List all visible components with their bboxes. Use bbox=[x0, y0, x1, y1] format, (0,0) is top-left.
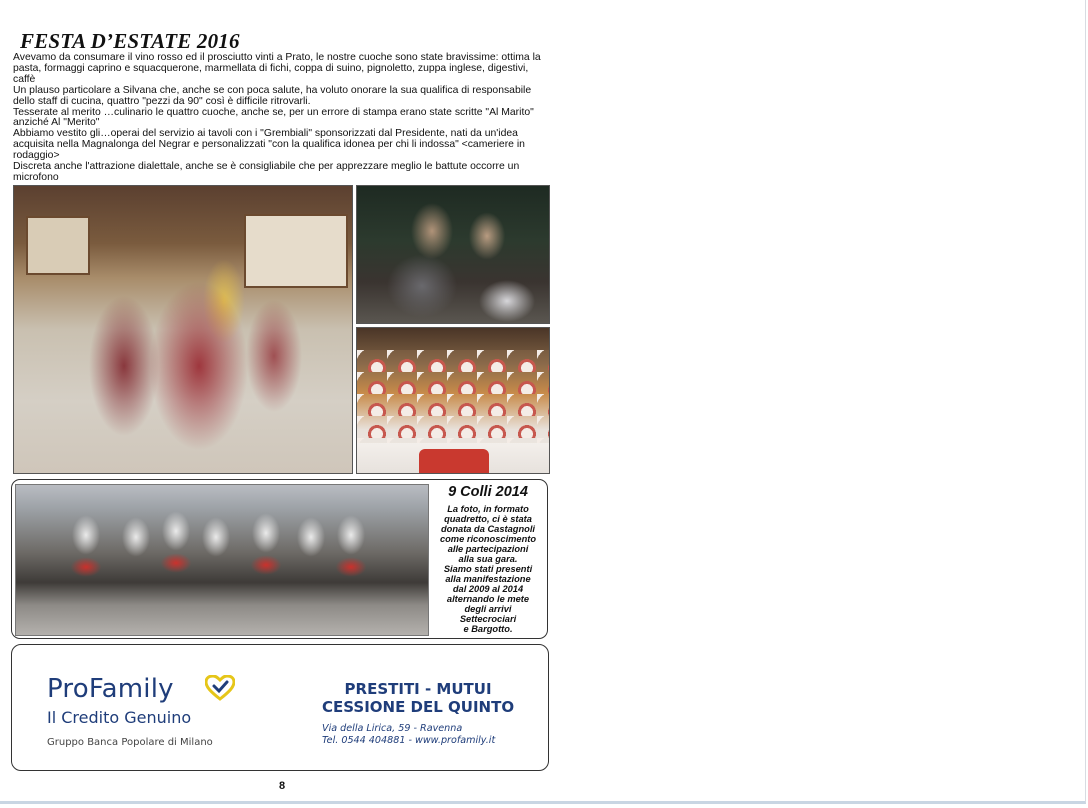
ad-tagline: Il Credito Genuino bbox=[47, 708, 192, 727]
article-body bbox=[13, 53, 553, 184]
caption-line: Siamo stati presenti bbox=[443, 564, 533, 574]
photo-plated-dishes bbox=[356, 327, 550, 474]
caption-line: quadretto, ci è stata bbox=[444, 514, 532, 524]
caption-line: alla manifestazione bbox=[445, 574, 531, 584]
ad-services-line: PRESTITI - MUTUI bbox=[344, 680, 492, 698]
caption-line: alle partecipazioni bbox=[447, 544, 529, 554]
article-paragraph: Tesserate al merito …culinario le quattro cuoche, anche se, per un errore di stampa erano state scritte "Al Marito" anziché Al "Merito" bbox=[13, 106, 534, 129]
nine-colli-title: 9 Colli 2014 bbox=[448, 484, 528, 500]
photo-evening-table bbox=[356, 185, 550, 324]
ad-address: Via della Lirica, 59 - Ravenna bbox=[322, 723, 463, 734]
caption-line: degli arrivi bbox=[464, 604, 512, 614]
photo-runners-group bbox=[15, 484, 429, 636]
ad-brand-name: ProFamily bbox=[47, 674, 174, 704]
caption-line: e Bargotto. bbox=[463, 624, 513, 634]
caption-line: alternando le mete bbox=[446, 594, 530, 604]
nine-colli-caption bbox=[432, 484, 544, 634]
ad-group-name: Gruppo Banca Popolare di Milano bbox=[47, 737, 213, 748]
article-paragraph: Discreta anche l'attrazione dialettale, anche se è consigliabile che per apprezzare meglio le battute occorre un microfono bbox=[13, 161, 520, 183]
article-paragraph: Un plauso particolare a Silvana che, anche se con poca salute, ha voluto onorare la sua qualifica di responsabile dello staff di cucina, quattro "pezzi da 90" così è difficile ritrovarli. bbox=[13, 84, 532, 107]
article-paragraph: Abbiamo vestito gli…operai del servizio ai tavoli con i "Grembiali" sponsorizzati dal Presidente, nati da un'idea acquisita nella Magnalonga del Negrar e personalizzati "con la qualifica idonea per chi li indossa" <cameriere in rodaggio> bbox=[13, 128, 525, 162]
ad-phone-web: Tel. 0544 404881 - www.profamily.it bbox=[322, 735, 496, 746]
caption-line: come riconoscimento bbox=[439, 534, 537, 544]
page-number: 8 bbox=[279, 780, 286, 792]
caption-line: dal 2009 al 2014 bbox=[452, 584, 524, 594]
nine-colli-text bbox=[432, 504, 544, 634]
caption-line: Settecrociari bbox=[459, 614, 517, 624]
ad-services-line: CESSIONE DEL QUINTO bbox=[322, 698, 515, 716]
ad-contact-block bbox=[322, 723, 495, 747]
heart-check-icon bbox=[205, 675, 235, 701]
article-title: FESTA D’ESTATE 2016 bbox=[20, 29, 240, 53]
ad-services bbox=[322, 680, 514, 716]
photo-kitchen-staff bbox=[13, 185, 353, 474]
caption-line: alla sua gara. bbox=[458, 554, 518, 564]
caption-line: La foto, in formato bbox=[447, 504, 529, 514]
article-paragraph: Avevamo da consumare il vino rosso ed il prosciutto vinti a Prato, le nostre cuoche sono state bravissime: ottima la pasta, formaggi caprino e squacquerone, marmellata di fichi, coppa di suino, pignoletto, zuppa inglese, digestivi, caffè bbox=[13, 52, 541, 85]
caption-line: donata da Castagnoli bbox=[440, 524, 535, 534]
